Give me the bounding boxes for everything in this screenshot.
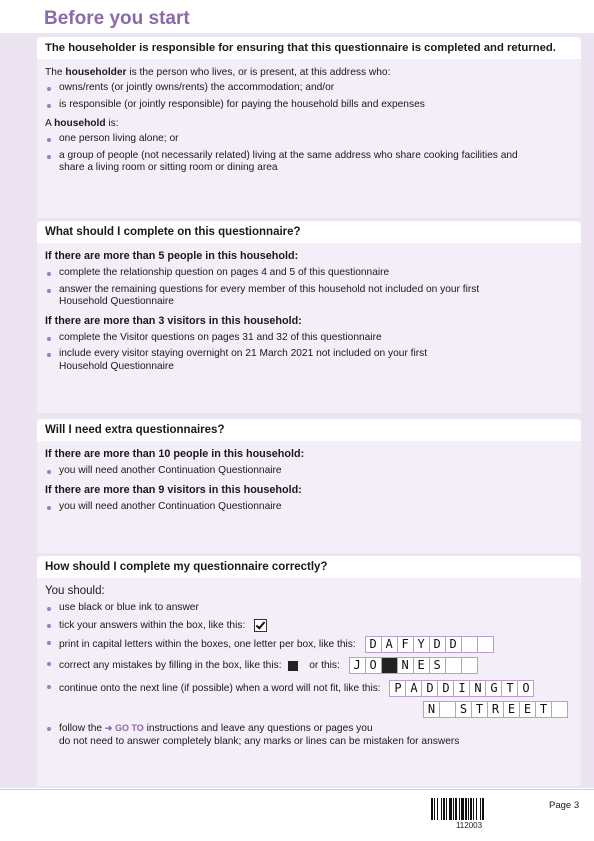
- letter-box: N: [398, 658, 414, 673]
- list-item: owns/rents (or jointly owns/rents) the accommodation; and/or: [45, 82, 581, 95]
- continuation-list: [45, 501, 581, 514]
- visitors-list: [45, 332, 445, 374]
- letter-box: A: [382, 637, 398, 652]
- continue-line2-row: [423, 701, 581, 718]
- list-item: a group of people (not necessarily related) living at the same address who share cooking facilities and share a living room or sitting room or dining area: [45, 150, 545, 175]
- def-text-end: is:: [105, 118, 119, 129]
- continue-line1-boxes: [389, 680, 534, 697]
- list-item: is responsible (or jointly responsible) for paying the household bills and expenses: [45, 99, 581, 112]
- panel-heading: The householder is responsible for ensuring that this questionnaire is completed and returned.: [37, 37, 581, 59]
- subheading: If there are more than 10 people in this household:: [45, 448, 305, 460]
- page-title: Before you start: [44, 8, 190, 29]
- letter-box: F: [398, 637, 414, 652]
- subheading: You should:: [45, 585, 105, 597]
- letter-box: G: [486, 681, 502, 696]
- correct-text: correct any mistakes by filling in the box, like this:: [59, 660, 282, 672]
- household-list: [45, 133, 545, 175]
- tick-text: tick your answers within the box, like this:: [59, 619, 246, 631]
- follow-text: follow the: [59, 723, 103, 735]
- letter-box: [552, 702, 567, 717]
- continuation-list: [45, 465, 581, 478]
- subheading: If there are more than 5 people in this household:: [45, 250, 299, 262]
- letter-box: D: [422, 681, 438, 696]
- follow-line2: do not need to answer completely blank; any marks or lines can be mistaken for answers: [59, 735, 460, 747]
- letter-box: T: [472, 702, 488, 717]
- filled-box-icon: [288, 661, 298, 671]
- letter-box-filled: S: [382, 658, 398, 673]
- letter-box: J: [350, 658, 366, 673]
- def-text: A: [45, 118, 55, 129]
- letter-box: N: [470, 681, 486, 696]
- goto-text: GO TO: [114, 723, 144, 734]
- list-item: answer the remaining questions for every member of this household not included on your first Household Questionnaire: [45, 284, 495, 309]
- letter-box: A: [406, 681, 422, 696]
- letter-box: R: [488, 702, 504, 717]
- follow-text-end: instructions and leave any questions or pages you: [146, 723, 373, 735]
- page-number: Page 3: [549, 800, 580, 811]
- subheading: If there are more than 9 visitors in this household:: [45, 483, 302, 496]
- extra-panel: [37, 419, 581, 553]
- list-item: [45, 722, 581, 748]
- letter-box: T: [502, 681, 518, 696]
- list-item: you will need another Continuation Questionnaire: [45, 501, 581, 514]
- list-item: complete the relationship question on pages 4 and 5 of this questionnaire: [45, 267, 495, 280]
- def-bold: household: [54, 118, 106, 129]
- panel-heading: How should I complete my questionnaire correctly?: [37, 556, 581, 578]
- list-item: [45, 680, 581, 718]
- intro-bold: householder: [65, 67, 127, 78]
- list-item: include every visitor staying overnight on 21 March 2021 not included on your first Household Questionnaire: [45, 348, 445, 373]
- goto-label: [105, 723, 144, 733]
- letter-box: O: [522, 681, 530, 696]
- list-item: [45, 636, 581, 653]
- intro-text: The: [45, 67, 66, 78]
- letter-box: D: [366, 637, 382, 652]
- letter-box: D: [438, 681, 454, 696]
- list-item: use black or blue ink to answer: [45, 602, 581, 615]
- letter-box: [478, 637, 493, 652]
- complete-panel: [37, 221, 581, 413]
- list-item: complete the Visitor questions on pages 31 and 32 of this questionnaire: [45, 332, 445, 345]
- letter-box: E: [520, 702, 536, 717]
- panel-heading: What should I complete on this questionnaire?: [37, 221, 581, 243]
- list-item: you will need another Continuation Questionnaire: [45, 465, 581, 478]
- household-definition: [45, 117, 581, 130]
- letter-box: I: [454, 681, 470, 696]
- intro-text-end: is the person who lives, or is present, at this address who:: [126, 67, 391, 78]
- letter-box: Y: [414, 637, 430, 652]
- householder-panel: [37, 37, 581, 218]
- letter-box: S: [430, 658, 446, 673]
- correct-example-boxes: [349, 657, 478, 674]
- barcode-icon: [431, 798, 507, 820]
- list-item: [45, 619, 581, 633]
- subheading: If there are more than 3 visitors in this household:: [45, 314, 302, 327]
- continue-text: continue onto the next line (if possible) when a word will not fit, like this:: [59, 683, 381, 695]
- householder-list: [45, 82, 581, 111]
- letter-box: [446, 658, 462, 673]
- checkbox-ticked-icon: [254, 619, 267, 632]
- letter-box: [462, 637, 478, 652]
- letter-box: N: [424, 702, 440, 717]
- letter-box: E: [504, 702, 520, 717]
- list-item: one person living alone; or: [45, 133, 545, 146]
- print-example-boxes: [365, 636, 494, 653]
- letter-box: E: [414, 658, 430, 673]
- panel-heading: Will I need extra questionnaires?: [37, 419, 581, 441]
- correctly-panel: [37, 556, 581, 786]
- people-list: [45, 267, 495, 309]
- letter-box: D: [430, 637, 446, 652]
- list-item: [45, 657, 581, 674]
- instructions-list: [45, 602, 581, 748]
- correct-or-text: or this:: [309, 660, 340, 672]
- letter-box: [440, 702, 456, 717]
- barcode-number: 112003: [455, 821, 483, 830]
- arrow-right-icon: ➜: [104, 723, 113, 734]
- print-text: print in capital letters within the boxes, one letter per box, like this:: [59, 639, 356, 651]
- footer-divider: [0, 789, 594, 790]
- letter-box: T: [536, 702, 552, 717]
- letter-box: D: [446, 637, 462, 652]
- letter-box: [462, 658, 477, 673]
- householder-intro: [45, 66, 581, 79]
- letter-box: O: [366, 658, 382, 673]
- letter-box: P: [390, 681, 406, 696]
- continue-line2-boxes: [423, 701, 568, 718]
- letter-box: S: [456, 702, 472, 717]
